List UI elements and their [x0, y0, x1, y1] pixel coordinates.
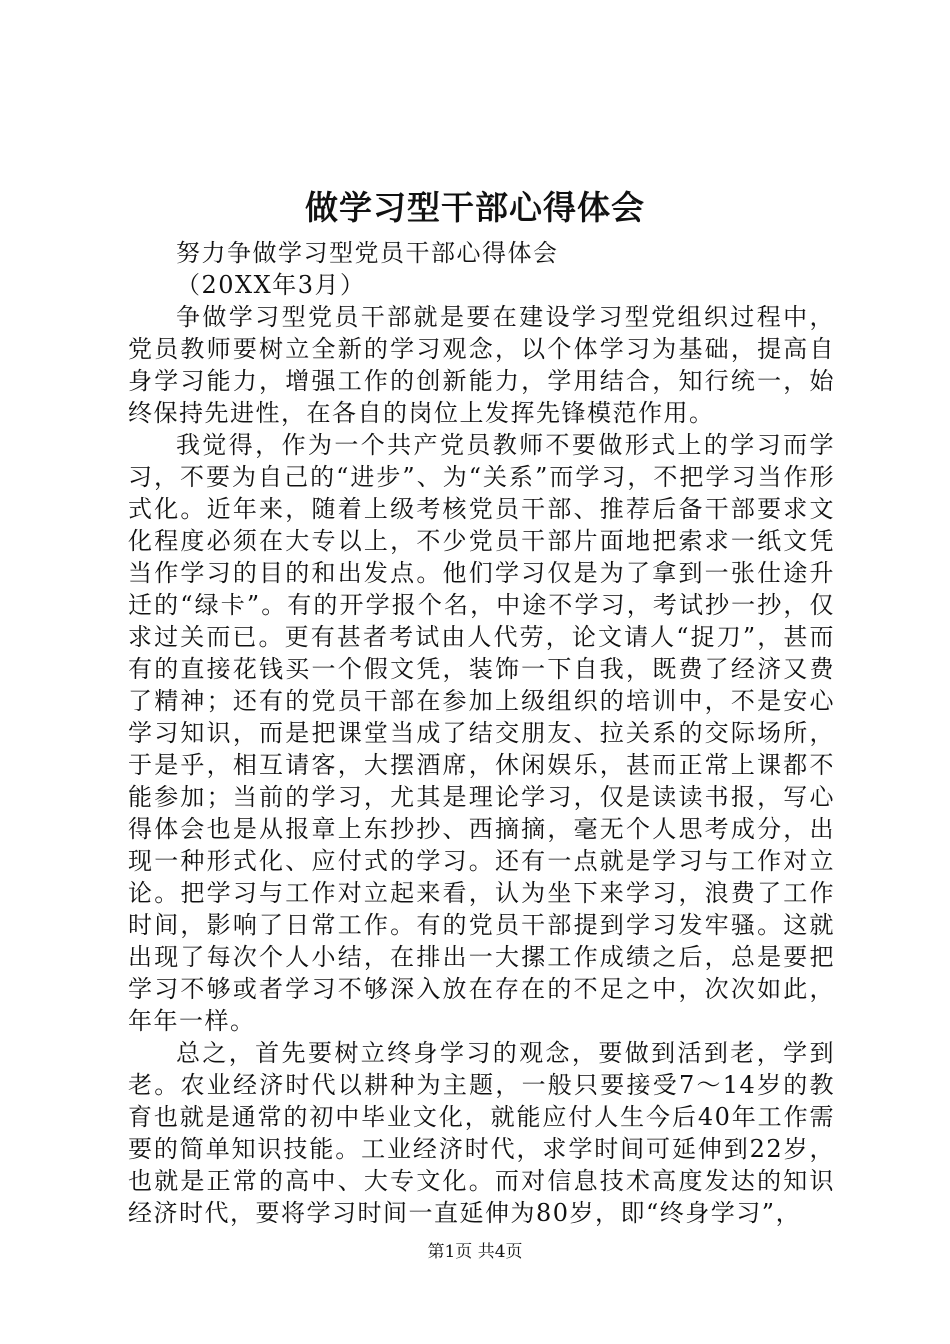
paragraph: 我觉得，作为一个共产党员教师不要做形式上的学习而学习，不要为自己的“进步”、为“关系”而学习，不把学习当作形式化。近年来，随着上级考核党员干部、推荐后备干部要求文化程度必须在大专以上，不少党员干部片面地把索求一纸文凭当作学习的目的和出发点。他们学习仅是为了拿到一张仕途升迁的“绿卡”。有的开学报个名，中途不学习，考试抄一抄，仅求过关而已。更有甚者考试由人代劳，论文请人“捉刀”，甚而有的直接花钱买一个假文凭，装饰一下自我，既费了经济又费了精神；还有的党员干部在参加上级组织的培训中，不是安心学习知识，而是把课堂当成了结交朋友、拉关系的交际场所，于是乎，相互请客，大摆酒席，休闲娱乐，甚而正常上课都不能参加；当前的学习，尤其是理论学习，仅是读读书报，写心得体会也是从报章上东抄抄、西摘摘，毫无个人思考成分，出现一种形式化、应付式的学习。还有一点就是学习与工作对立论。把学习与工作对立起来看，认为坐下来学习，浪费了工作时间，影响了日常工作。有的党员干部提到学习发牢骚。这就出现了每次个人小结，在排出一大摞工作成绩之后，总是要把学习不够或者学习不够深入放在存在的不足之中，次次如此，年年一样。	[128, 431, 835, 1035]
date-line: （20XX年3月）	[176, 271, 366, 299]
page-footer: 第1页 共4页	[427, 1242, 523, 1262]
paragraph: 总之，首先要树立终身学习的观念，要做到活到老，学到老。农业经济时代以耕种为主题，一般只要接受7～14岁的教育也就是通常的初中毕业文化，就能应付人生今后40年工作需要的简单知识技能。工业经济时代，求学时间可延伸到22岁，也就是正常的高中、大专文化。而对信息技术高度发达的知识经济时代，要将学习时间一直延伸为80岁，即“终身学习”，	[128, 1039, 835, 1227]
subtitle: 努力争做学习型党员干部心得体会	[176, 239, 559, 267]
paragraph: 争做学习型党员干部就是要在建设学习型党组织过程中，党员教师要树立全新的学习观念，以个体学习为基础，提高自身学习能力，增强工作的创新能力，学用结合，知行统一，始终保持先进性，在各自的岗位上发挥先锋模范作用。	[128, 303, 835, 427]
document-body	[128, 237, 835, 1229]
document-title: 做学习型干部心得体会	[305, 188, 645, 227]
